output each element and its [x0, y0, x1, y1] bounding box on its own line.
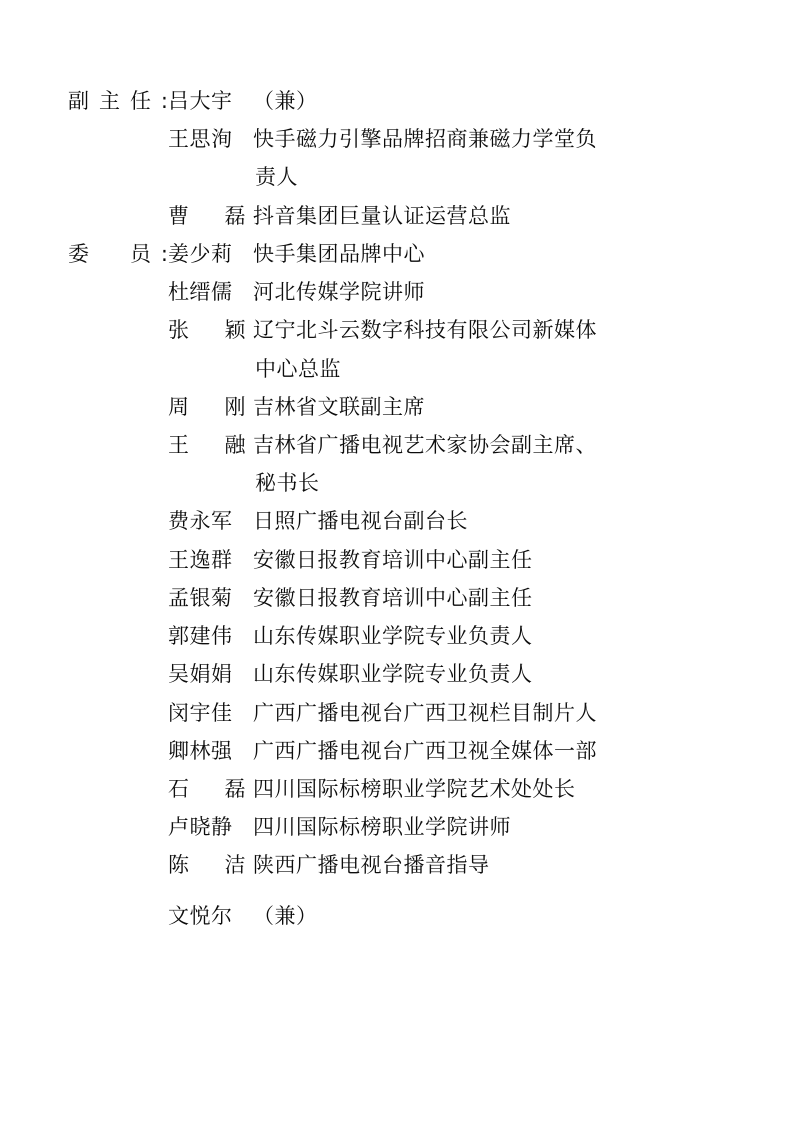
list-item — [60, 770, 733, 808]
member-name: 闵宇佳 — [168, 700, 233, 725]
list-item — [60, 388, 733, 426]
list-item — [60, 426, 733, 464]
member-title: 陕西广播电视台播音指导 — [253, 853, 490, 878]
member-title: 快手磁力引擎品牌招商兼磁力学堂负 — [253, 127, 597, 152]
member-title: 山东传媒职业学院专业负责人 — [253, 662, 533, 687]
list-item — [60, 732, 733, 770]
member-title: 广西广播电视台广西卫视全媒体一部 — [253, 738, 597, 763]
member-name: 姜少莉 — [168, 241, 233, 266]
member-name: 吴娟娟 — [168, 662, 233, 687]
list-item — [60, 541, 733, 579]
member-title: （兼） — [253, 89, 318, 113]
member-name: 王 融 — [168, 432, 246, 457]
document-body — [60, 82, 733, 935]
member-name: 孟银菊 — [168, 585, 233, 610]
member-title: 四川国际标榜职业学院艺术处处长 — [253, 776, 576, 801]
member-name: 石 磊 — [168, 776, 246, 801]
member-title: 四川国际标榜职业学院讲师 — [253, 815, 511, 840]
member-name: 费永军 — [168, 509, 233, 534]
member-title: 山东传媒职业学院专业负责人 — [253, 624, 533, 649]
member-title: 吉林省广播电视艺术家协会副主席、 — [253, 432, 597, 457]
member-title: 河北传媒学院讲师 — [253, 280, 425, 305]
member-title: 辽宁北斗云数字科技有限公司新媒体 — [253, 318, 597, 343]
member-title-continuation: 秘书长 — [255, 471, 320, 496]
member-name: 王逸群 — [168, 547, 233, 572]
member-title-continuation: 中心总监 — [255, 356, 341, 381]
member-title: （兼） — [253, 903, 318, 928]
member-name: 杜缙儒 — [168, 280, 233, 305]
member-title: 快手集团品牌中心 — [253, 241, 425, 266]
member-title: 吉林省文联副主席 — [253, 394, 425, 419]
role-label: 副主任: — [68, 89, 168, 113]
member-name: 卿林强 — [168, 738, 233, 763]
list-item — [60, 273, 733, 311]
list-item — [60, 120, 733, 158]
member-name: 曹 磊 — [168, 203, 246, 228]
member-name: 周 刚 — [168, 394, 246, 419]
list-item — [60, 235, 733, 273]
list-item — [60, 808, 733, 846]
list-item — [60, 694, 733, 732]
member-name: 郭建伟 — [168, 624, 233, 649]
member-title-continuation: 责人 — [255, 165, 298, 190]
member-name: 卢晓静 — [168, 815, 233, 840]
list-item — [60, 82, 733, 120]
member-name: 文悦尔 — [168, 903, 233, 928]
list-item — [60, 655, 733, 693]
member-title: 广西广播电视台广西卫视栏目制片人 — [253, 700, 597, 725]
spacer — [60, 885, 733, 897]
member-name: 吕大宇 — [168, 89, 233, 113]
member-title: 抖音集团巨量认证运营总监 — [253, 203, 511, 228]
member-name: 陈 洁 — [168, 853, 246, 878]
member-title: 安徽日报教育培训中心副主任 — [253, 585, 533, 610]
role-label: 委 员: — [68, 241, 168, 266]
member-name: 张 颖 — [168, 318, 246, 343]
member-title: 安徽日报教育培训中心副主任 — [253, 547, 533, 572]
list-item — [60, 897, 733, 935]
list-item — [60, 197, 733, 235]
list-item — [60, 617, 733, 655]
list-item — [60, 846, 733, 884]
list-item — [60, 502, 733, 540]
list-item — [60, 579, 733, 617]
member-title: 日照广播电视台副台长 — [253, 509, 468, 534]
member-name: 王思洵 — [168, 127, 233, 152]
list-item — [60, 311, 733, 349]
